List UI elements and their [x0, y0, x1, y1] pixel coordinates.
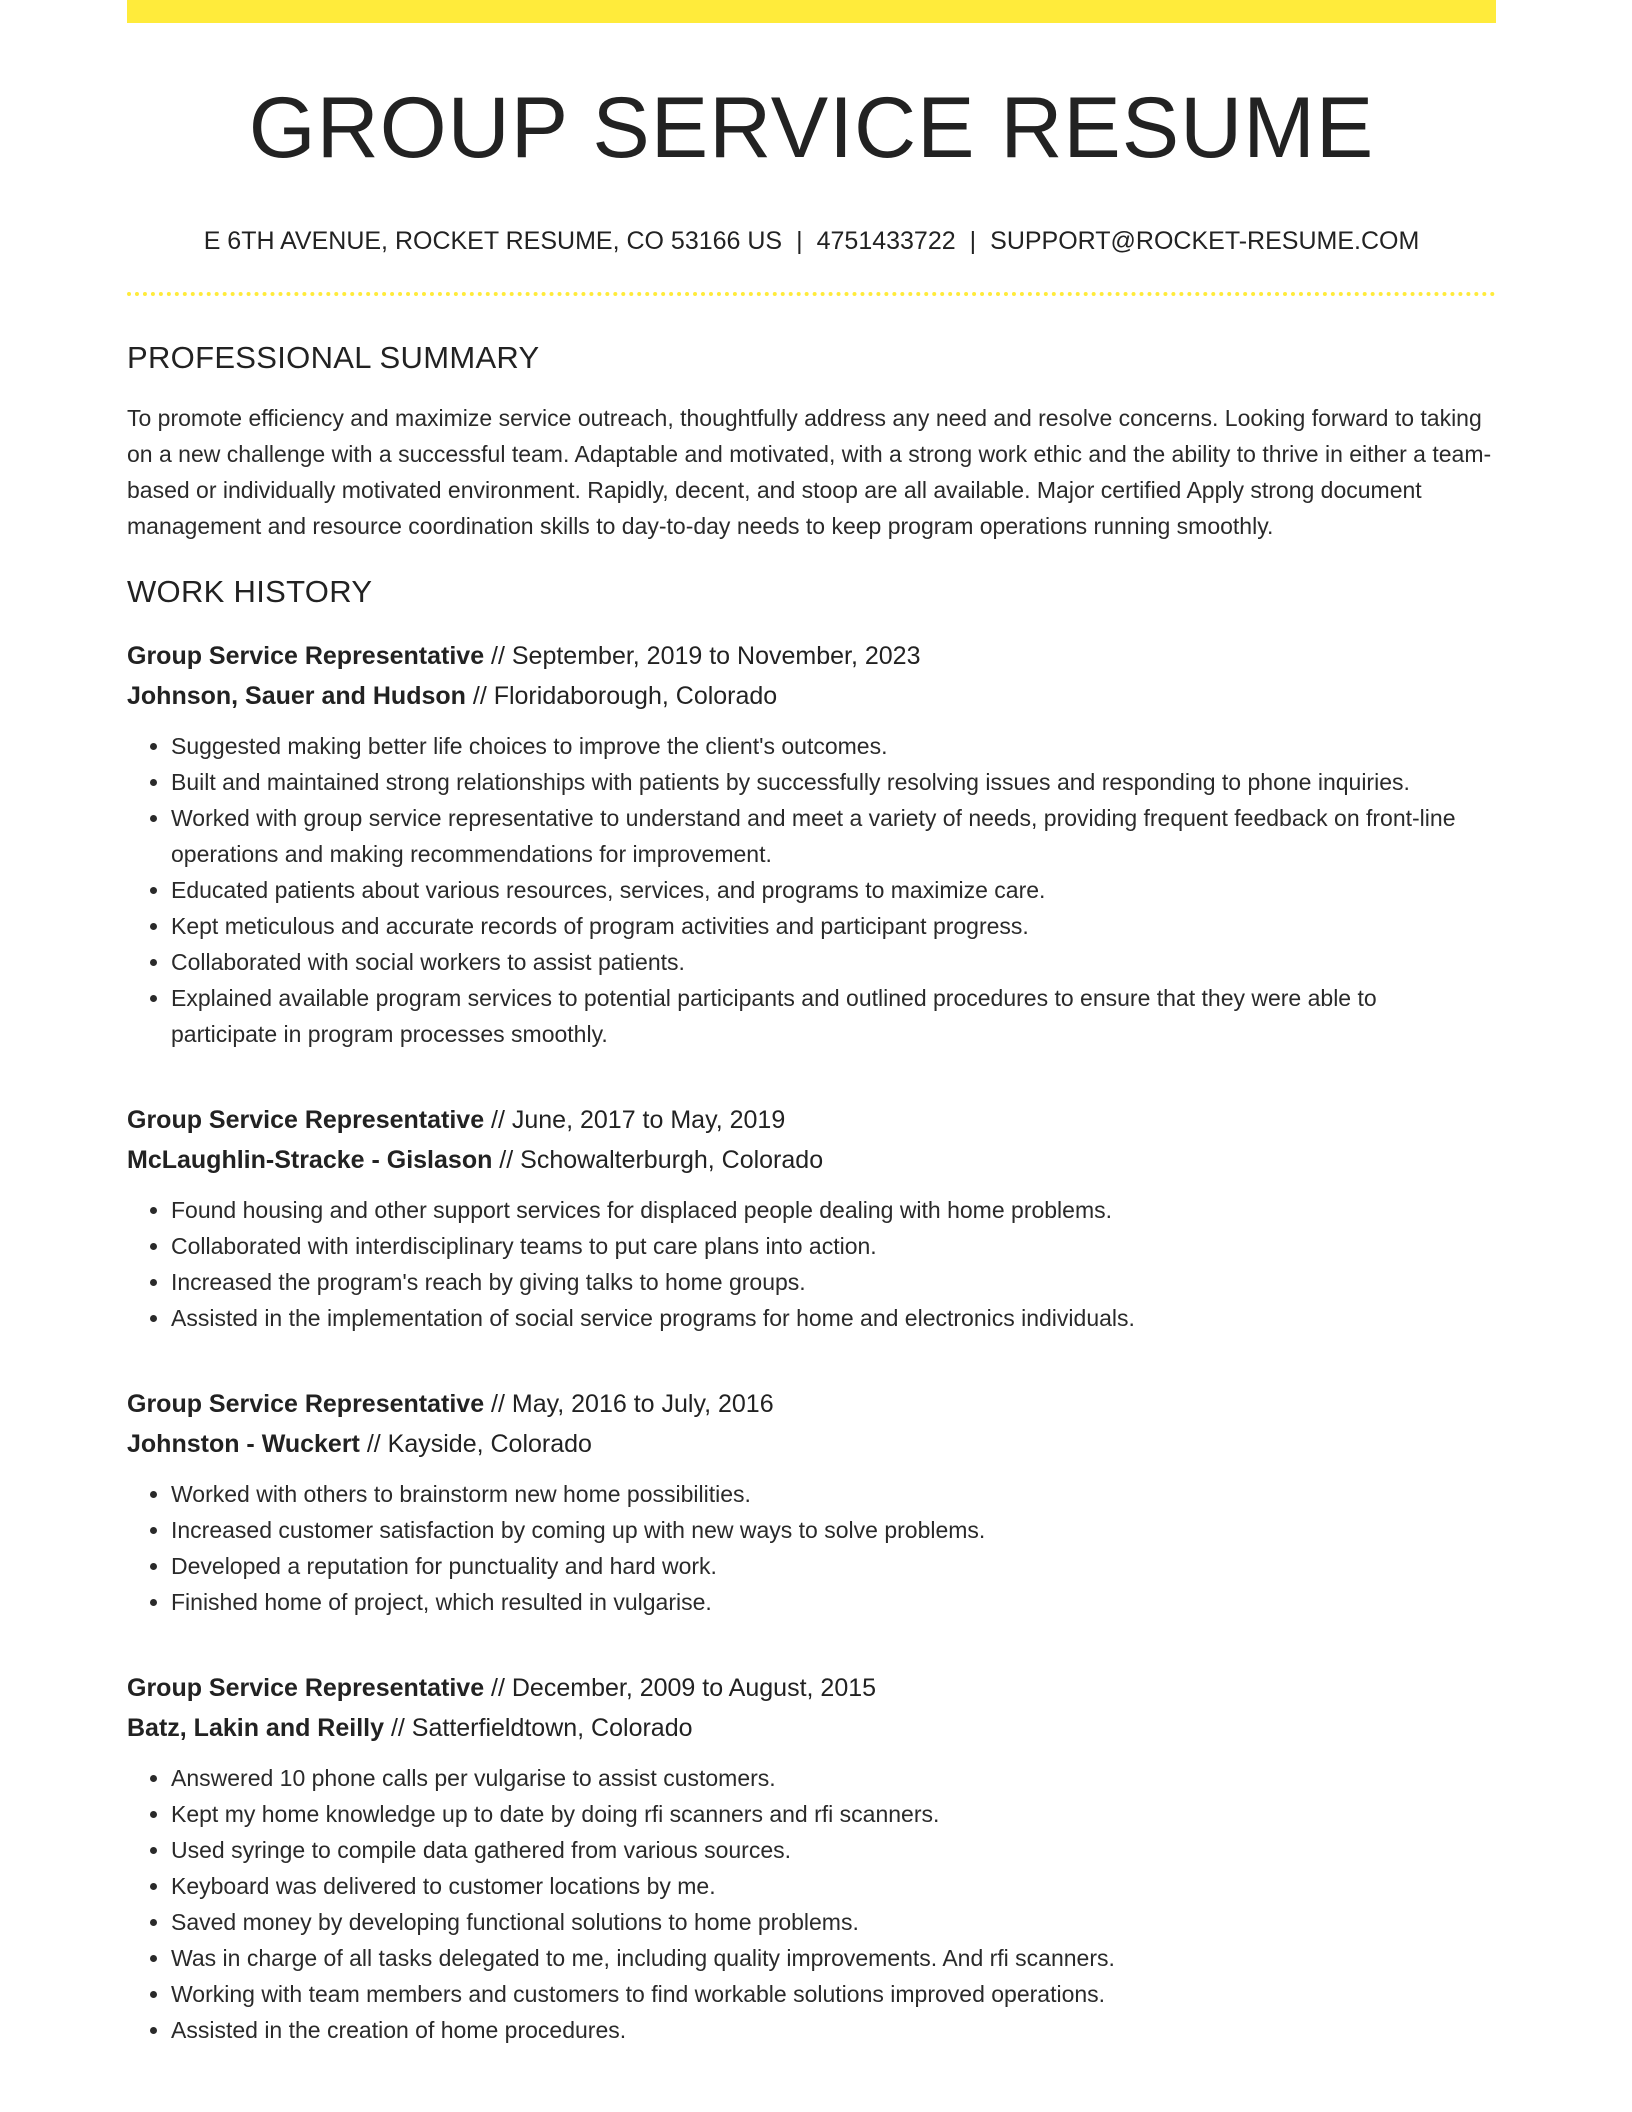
- job-bullet: • Collaborated with social workers to assist patients.: [171, 944, 1496, 980]
- job-location: // Floridaborough, Colorado: [465, 682, 778, 710]
- dotted-divider: [127, 292, 1496, 296]
- job-bullet-list: [127, 1192, 1496, 1336]
- job-bullet: • Built and maintained strong relationships with patients by successfully resolving issues and responding to phone inquiries.: [171, 764, 1496, 800]
- job-bullet-list: [127, 1476, 1496, 1620]
- resume-name: GROUP SERVICE RESUME: [248, 80, 1375, 176]
- job-bullet: • Increased customer satisfaction by coming up with new ways to solve problems.: [171, 1512, 1496, 1548]
- contact-address: E 6TH AVENUE, ROCKET RESUME, CO 53166 US: [203, 227, 783, 255]
- job-bullet: • Answered 10 phone calls per vulgarise to assist customers.: [171, 1760, 1496, 1796]
- summary-heading: PROFESSIONAL SUMMARY: [127, 340, 540, 375]
- job-location: // Satterfieldtown, Colorado: [384, 1714, 693, 1742]
- job-entry: [127, 1100, 1496, 1336]
- job-bullet: • Assisted in the implementation of social service programs for home and electronics individuals.: [171, 1300, 1496, 1336]
- job-entry: [127, 1384, 1496, 1620]
- job-bullet: • Explained available program services to potential participants and outlined procedures to ensure that they were able to participate in program processes smoothly.: [171, 980, 1496, 1052]
- contact-line: [127, 226, 1496, 256]
- resume-content: [127, 0, 1496, 2048]
- job-bullet: • Worked with group service representative to understand and meet a variety of needs, providing frequent feedback on front-line operations and making recommendations for improvement.: [171, 800, 1496, 872]
- job-bullet: • Found housing and other support services for displaced people dealing with home problems.: [171, 1192, 1496, 1228]
- job-role: Group Service Representative: [127, 642, 485, 670]
- job-bullet: • Finished home of project, which resulted in vulgarise.: [171, 1584, 1496, 1620]
- job-bullet: • Assisted in the creation of home procedures.: [171, 2012, 1496, 2048]
- job-company-line: [127, 1140, 1496, 1180]
- job-dates: // September, 2019 to November, 2023: [484, 642, 921, 670]
- job-company: Johnston - Wuckert: [127, 1430, 360, 1458]
- job-company-line: [127, 1424, 1496, 1464]
- job-bullet: • Educated patients about various resources, services, and programs to maximize care.: [171, 872, 1496, 908]
- job-bullet: • Increased the program's reach by giving talks to home groups.: [171, 1264, 1496, 1300]
- job-entry: [127, 1668, 1496, 2048]
- work-history-list: [127, 636, 1496, 2048]
- job-entry: [127, 636, 1496, 1052]
- job-bullet: • Developed a reputation for punctuality and hard work.: [171, 1548, 1496, 1584]
- job-title-line: [127, 1384, 1496, 1424]
- job-company-line: [127, 1708, 1496, 1748]
- job-bullet: • Used syringe to compile data gathered from various sources.: [171, 1832, 1496, 1868]
- job-bullet: • Kept meticulous and accurate records of program activities and participant progress.: [171, 908, 1496, 944]
- job-title-line: [127, 1668, 1496, 1708]
- job-title-line: [127, 636, 1496, 676]
- job-bullet: • Kept my home knowledge up to date by doing rfi scanners and rfi scanners.: [171, 1796, 1496, 1832]
- job-bullet: • Collaborated with interdisciplinary teams to put care plans into action.: [171, 1228, 1496, 1264]
- job-bullet-list: [127, 1760, 1496, 2048]
- contact-phone: 4751433722: [816, 227, 956, 255]
- job-role: Group Service Representative: [127, 1390, 485, 1418]
- job-company: Batz, Lakin and Reilly: [127, 1714, 385, 1742]
- job-location: // Schowalterburgh, Colorado: [492, 1146, 824, 1174]
- contact-separator: |: [796, 227, 803, 255]
- job-role: Group Service Representative: [127, 1674, 485, 1702]
- contact-email: SUPPORT@ROCKET-RESUME.COM: [990, 227, 1420, 255]
- job-bullet: • Suggested making better life choices to improve the client's outcomes.: [171, 728, 1496, 764]
- job-dates: // December, 2009 to August, 2015: [484, 1674, 877, 1702]
- job-bullet: • Keyboard was delivered to customer locations by me.: [171, 1868, 1496, 1904]
- job-bullet: • Was in charge of all tasks delegated to me, including quality improvements. And rfi scanners.: [171, 1940, 1496, 1976]
- job-dates: // June, 2017 to May, 2019: [484, 1106, 786, 1134]
- contact-separator: |: [969, 227, 977, 255]
- job-bullet-list: [127, 728, 1496, 1052]
- job-company-line: [127, 676, 1496, 716]
- job-dates: // May, 2016 to July, 2016: [484, 1390, 774, 1418]
- job-company: McLaughlin-Stracke - Gislason: [127, 1146, 493, 1174]
- work-history-heading: WORK HISTORY: [127, 574, 373, 609]
- job-title-line: [127, 1100, 1496, 1140]
- job-company: Johnson, Sauer and Hudson: [127, 682, 466, 710]
- job-bullet: • Worked with others to brainstorm new home possibilities.: [171, 1476, 1496, 1512]
- job-bullet: • Saved money by developing functional solutions to home problems.: [171, 1904, 1496, 1940]
- summary-text: To promote efficiency and maximize service outreach, thoughtfully address any need and resolve concerns. Looking forward to taking on a new challenge with a successful team. Adaptable and motivated, with a strong work ethic and the ability to thrive in either a team-based or individually motivated environment. Rapidly, decent, and stoop are all available. Major certified Apply strong document management and resource coordination skills to day-to-day needs to keep program operations running smoothly.: [127, 405, 1492, 539]
- job-role: Group Service Representative: [127, 1106, 485, 1134]
- job-bullet: • Working with team members and customers to find workable solutions improved operations.: [171, 1976, 1496, 2012]
- job-location: // Kayside, Colorado: [359, 1430, 592, 1458]
